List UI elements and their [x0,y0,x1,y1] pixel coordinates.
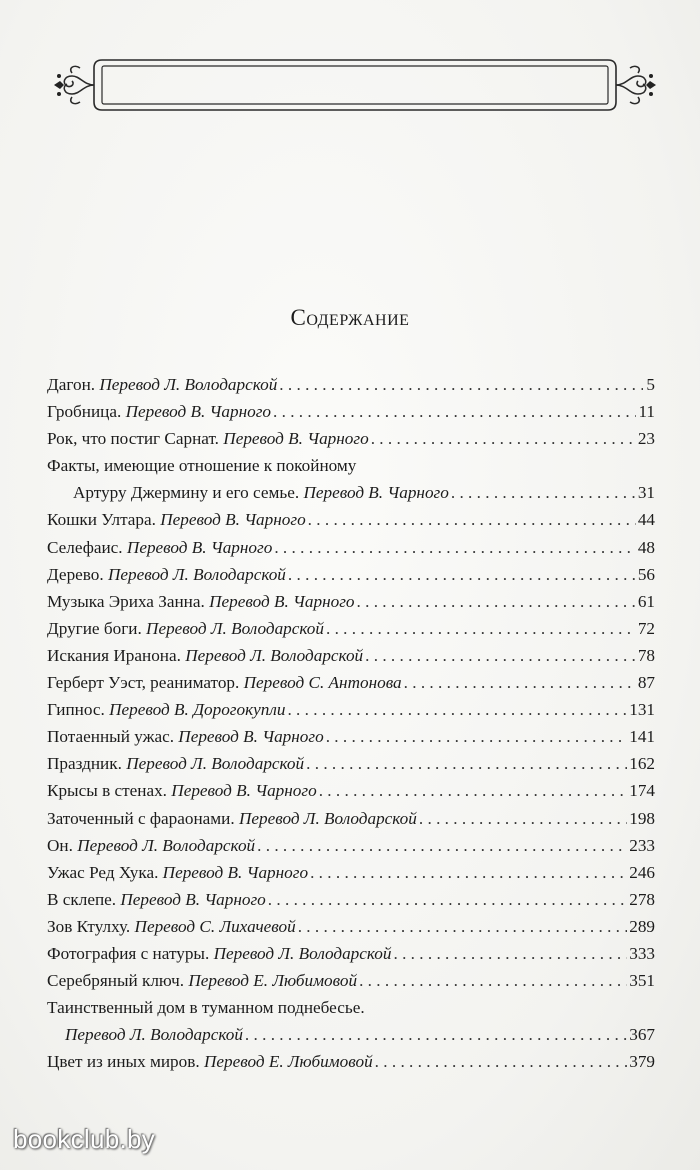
page-title: Содержание [290,305,410,330]
toc-entry [47,642,655,669]
toc-entry-title: Цвет из иных миров. [47,1052,200,1072]
toc-leader-dots [310,859,627,886]
toc-entry-title: В склепе. [47,889,117,909]
toc-page-number: 61 [637,591,655,611]
toc-leader-dots [319,777,628,804]
toc-leader-dots [245,1021,627,1048]
toc-entry [47,398,655,425]
toc-entry-translator: Перевод В. Чарного [171,781,317,801]
toc-entry [47,750,655,777]
toc-entry-title: Искания Иранона. [47,645,181,665]
toc-leader-dots [393,940,627,967]
toc-entry-text [47,1048,373,1075]
toc-leader-dots [298,913,628,940]
toc-page-number: 379 [629,1052,655,1072]
toc-entry-translator: Перевод С. Лихачевой [134,916,296,936]
toc-entry [47,913,655,940]
toc-entry-text [47,588,355,615]
toc-entry-text [47,371,277,398]
toc-entry-text [47,452,356,479]
toc-page-number: 174 [629,781,655,801]
toc-leader-dots [357,588,636,615]
toc-entry-title: Таинственный дом в туманном поднебесье. [47,998,365,1018]
toc-page-number: 162 [629,754,655,774]
toc-entry-title: Факты, имеющие отношение к покойному [47,456,357,476]
toc-entry [47,534,655,561]
toc-entry-translator: Перевод Л. Володарской [238,808,417,828]
toc-entry-text [47,506,306,533]
toc-leader-dots [451,479,636,506]
toc-page-number: 87 [637,673,655,693]
toc-entry-text [47,398,271,425]
toc-page-number: 131 [629,700,655,720]
toc-entry-title: Ужас Ред Хука. [47,862,159,882]
toc-leader-dots [273,398,636,425]
toc-page-number: 141 [629,727,655,747]
toc-entry [47,994,655,1021]
toc-page-number: 233 [629,835,655,855]
toc-page-number: 11 [638,402,655,422]
toc-entry-translator: Перевод Л. Володарской [146,618,324,638]
toc-entry-translator: Перевод Л. Володарской [213,943,392,963]
toc-entry [47,805,655,832]
toc-entry-translator: Перевод Л. Володарской [99,375,278,394]
toc-entry-title: Крысы в стенах. [47,781,167,801]
toc-entry [47,940,655,967]
toc-entry-text [47,696,285,723]
toc-entry-translator: Перевод С. Антонова [243,673,402,693]
toc-entry-text [47,723,324,750]
toc-entry-text [47,994,365,1021]
toc-entry-title: Кошки Ултара. [47,510,156,530]
toc-entry-translator: Перевод В. Чарного [209,591,355,611]
toc-entry-text [47,805,417,832]
toc-leader-dots [308,506,636,533]
toc-entry-title: Зов Ктулху. [47,916,131,936]
toc-leader-dots [359,967,627,994]
toc-entry-translator: Перевод Е. Любимовой [203,1052,373,1072]
toc-entry-title: Серебряный ключ. [47,971,185,991]
toc-entry-text [47,534,272,561]
toc-page-number: 367 [629,1025,655,1045]
toc-page-number: 333 [629,943,655,963]
toc-entry-text [47,642,363,669]
toc-entry-title: Артуру Джермину и его семье. [73,483,300,503]
toc-entry [47,967,655,994]
toc-entry [47,696,655,723]
toc-entry [47,588,655,615]
toc-entry-translator: Перевод Л. Володарской [77,835,256,855]
toc-entry [47,859,655,886]
toc-entry [47,425,655,452]
toc-entry-title: Селефаис. [47,537,123,557]
toc-entry-text [47,859,308,886]
toc-entry [47,777,655,804]
toc-entry [47,832,655,859]
toc-entry-title: Музыка Эриха Занна. [47,591,205,611]
toc-entry-translator: Перевод В. Чарного [126,537,273,557]
toc-leader-dots [371,425,636,452]
toc-entry-translator: Перевод Л. Володарской [126,754,305,774]
toc-entry-translator: Перевод В. Чарного [303,483,449,503]
toc-entry [47,452,655,479]
frame-ornament-icon [50,56,660,114]
toc-entry-text [47,913,296,940]
toc-entry-text [47,750,304,777]
toc-page-number: 278 [629,889,655,909]
toc-entry [47,371,655,398]
toc-entry-text [47,561,286,588]
toc-entry [47,506,655,533]
toc-page-number: 78 [637,645,655,665]
toc-page-number: 31 [637,483,655,503]
toc-entry-text [47,425,369,452]
toc-entry [47,1048,655,1075]
toc-page-number: 351 [629,971,655,991]
toc-page-number: 246 [629,862,655,882]
toc-entry-text [65,1021,243,1048]
toc-entry-translator: Перевод В. Чарного [178,727,324,747]
toc-entry-text [47,886,266,913]
toc-entry-text [73,479,449,506]
toc-page-number: 72 [637,618,655,638]
toc-entry [47,1021,655,1048]
toc-page-number: 23 [637,429,655,449]
toc-entry-text [47,940,391,967]
table-of-contents [47,371,655,1075]
toc-leader-dots [419,805,627,832]
toc-entry-text [47,615,324,642]
toc-leader-dots [404,669,636,696]
toc-page-number: 5 [646,375,655,394]
toc-entry-translator: Перевод Л. Володарской [185,645,364,665]
watermark: bookclub.by [13,1124,156,1154]
toc-leader-dots [326,615,636,642]
toc-leader-dots [279,371,643,398]
toc-leader-dots [375,1048,628,1075]
toc-entry [47,561,655,588]
toc-entry-translator: Перевод Л. Володарской [65,1025,243,1045]
toc-entry-text [47,669,402,696]
toc-leader-dots [287,696,627,723]
toc-entry-title: Рок, что постиг Сарнат. [47,429,219,449]
toc-entry [47,479,655,506]
toc-leader-dots [257,832,627,859]
toc-leader-dots [274,534,636,561]
toc-entry-translator: Перевод В. Чарного [223,429,369,449]
toc-entry-title: Потаенный ужас. [47,727,174,747]
toc-entry-title: Герберт Уэст, реаниматор. [47,673,240,693]
toc-entry-title: Гробница. [47,402,122,422]
toc-entry-translator: Перевод В. Чарного [120,889,266,909]
toc-entry [47,615,655,642]
toc-entry-text [47,832,255,859]
toc-entry-title: Гипнос. [47,700,105,720]
toc-page-number: 56 [637,564,655,584]
toc-page-number: 48 [637,537,655,557]
toc-entry-title: Заточенный с фараонами. [47,808,235,828]
toc-page-number: 198 [629,808,655,828]
toc-leader-dots [326,723,628,750]
toc-entry-translator: Перевод В. Чарного [160,510,306,530]
toc-leader-dots [288,561,636,588]
toc-entry [47,886,655,913]
toc-leader-dots [365,642,636,669]
toc-page-number: 44 [637,510,655,530]
toc-entry-title: Дагон. [47,375,96,394]
toc-entry-translator: Перевод В. Чарного [125,402,272,422]
toc-leader-dots [306,750,627,777]
toc-leader-dots [268,886,627,913]
toc-entry-translator: Перевод В. Дорогокупли [109,700,286,720]
toc-entry [47,723,655,750]
toc-entry-translator: Перевод В. Чарного [162,862,309,882]
toc-entry [47,669,655,696]
toc-entry-title: Другие боги. [47,618,142,638]
toc-entry-title: Фотография с натуры. [47,943,210,963]
toc-entry-title: Праздник. [47,754,122,774]
toc-entry-title: Он. [47,835,73,855]
toc-page-number: 289 [629,916,655,936]
toc-entry-title: Дерево. [47,564,104,584]
toc-entry-text [47,967,357,994]
toc-entry-translator: Перевод Е. Любимовой [188,971,358,991]
toc-entry-translator: Перевод Л. Володарской [107,564,286,584]
toc-entry-text [47,777,317,804]
